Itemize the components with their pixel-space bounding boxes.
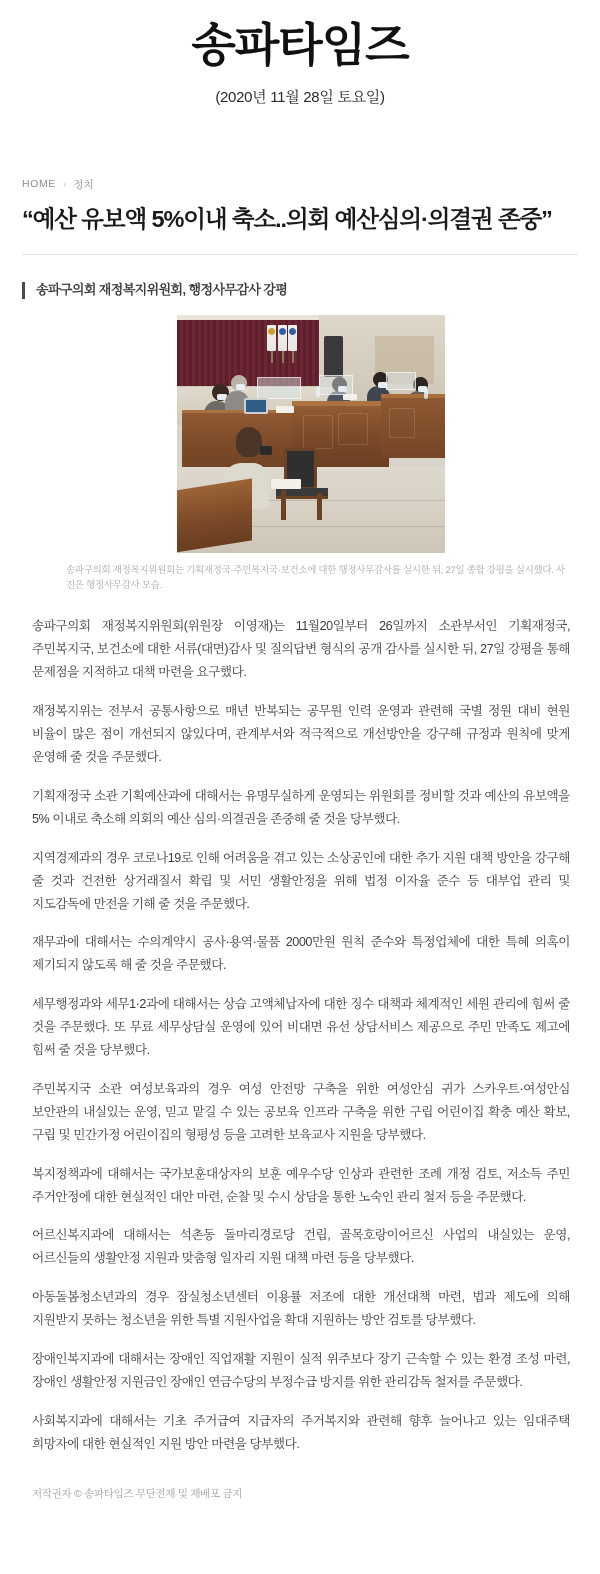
- photo-acrylic-shield-1: [257, 377, 301, 399]
- breadcrumb-item-home[interactable]: HOME: [22, 178, 56, 191]
- photo-flag-2: [278, 325, 287, 351]
- copyright-notice: 저작권자 © 송파타임즈 무단전재 및 재배포 금지: [32, 1487, 243, 1500]
- accent-bar: [22, 282, 25, 299]
- photo-desk-panel-1: [303, 415, 333, 449]
- article-paragraph: 지역경제과의 경우 코로나19로 인해 어려움을 겪고 있는 소상공인에 대한 추가 지원 대책 방안을 강구해 줄 것과 건전한 상거래질서 확립 및 서민 생활안정을 위해 법정 이자율 준수 등 대부업 관리 및 지도감독에 만전을 기해 줄 것을 주문했다.: [32, 850, 570, 911]
- photo-flag-3: [288, 325, 297, 351]
- article-footer: [22, 1486, 578, 1523]
- article-paragraphs: [22, 615, 578, 1455]
- photo-monitor: [244, 398, 268, 414]
- site-masthead: [0, 0, 600, 107]
- article-paragraph: 송파구의회 재정복지위원회(위원장 이영재)는 11월20일부터 26일까지 소관부서인 기획재정국, 주민복지국, 보건소에 대한 서류(대면)감사 및 질의답변 형식의 공개 감사를 실시한 뒤, 27일 강평을 통해 문제점을 지적하고 대책 마련을 요구했다.: [32, 619, 570, 680]
- article-paragraph: 세무행정과와 세무1·2과에 대해서는 상습 고액체납자에 대한 징수 대책과 체계적인 세원 관리에 힘써 줄 것을 주문했다. 또 무료 세무상담실 운영에 있어 비대면 유선 상담서비스 제공으로 주민 만족도 제고에 힘써 줄 것을 당부했다.: [32, 997, 570, 1058]
- article-paragraph: 장애인복지과에 대해서는 장애인 직업재활 지원이 실적 위주보다 장기 근속할 수 있는 환경 조성 마련, 장애인 생활안정 지원금인 장애인 연금수당의 부정수급 방지를 위한 관리감독 철저를 주문했다.: [32, 1352, 570, 1389]
- photo-mask-2: [236, 384, 245, 390]
- article-body: [0, 177, 600, 1523]
- subheading-text: 송파구의회 재정복지위원회, 행정사무감사 강평: [36, 282, 288, 298]
- article-paragraph: 사회복지과에 대해서는 기초 주거급여 지급자의 주거복지와 관련해 향후 늘어나고 있는 임대주택 희망자에 대한 현실적인 지원 방안 마련을 당부했다.: [32, 1413, 570, 1451]
- photo-paper-2: [343, 394, 357, 400]
- photo-desk-panel-2: [338, 413, 368, 445]
- chevron-right-icon: ›: [62, 178, 67, 190]
- photo-flag-1: [267, 325, 276, 351]
- photo-foreground-desk: [177, 478, 252, 553]
- photo-speaker: [324, 336, 343, 376]
- photo-desk-panel-3: [389, 408, 415, 438]
- article-paragraph: 아동돌봄청소년과의 경우 잠실청소년센터 이용률 저조에 대한 개선대책 마련, 법과 제도에 의해 지원받지 못하는 청소년을 위한 특별 지원사업을 확대 지원하는 방안 검토를 당부했다.: [32, 1290, 570, 1328]
- article-figure: [22, 315, 578, 593]
- photo-acrylic-shield-3: [386, 372, 416, 390]
- article-paragraph: 복지정책과에 대해서는 국가보훈대상자의 보훈 예우수당 인상과 관련한 조례 개정 검토, 저소득 주민 주거안정에 대한 현실적인 대안 마련, 순찰 및 수시 상담을 통한 노숙인 관리 철저 등을 주문했다.: [32, 1166, 570, 1204]
- photo-acrylic-shield-2: [319, 375, 353, 395]
- publication-date: (2020년 11월 28일 토요일): [215, 88, 385, 106]
- page-title: “예산 유보액 5%이내 축소..의회 예산심의·의결권 존중”: [22, 205, 552, 232]
- breadcrumb: [22, 177, 578, 192]
- photo-bottle-2: [424, 389, 428, 399]
- article-paragraph: 재무과에 대해서는 수의계약시 공사·용역·물품 2000만원 원칙 준수와 특정업체에 대한 특혜 의혹이 제기되지 않도록 해 줄 것을 주문했다.: [32, 935, 570, 973]
- article-paragraph: 기획재정국 소관 기획예산과에 대해서는 유명무실하게 운영되는 위원회를 정비할 것과 예산의 유보액을 5% 이내로 축소해 의회의 예산 심의·의결권을 존중해 줄 것을 당부했다.: [32, 788, 570, 826]
- photo-foreground-person-head: [236, 427, 262, 457]
- article-paragraph: 주민복지국 소관 여성보육과의 경우 여성 안전망 구축을 위한 여성안심 귀가 스카우트·여성안심 보안관의 내실있는 운영, 믿고 맡길 수 있는 공보육 인프라 구축을 위한 구립 어린이집 확충 예산 확보, 구립 및 민간가정 어린이집의 형평성 등을 고려한 보육교사 지원을 당부했다.: [32, 1081, 570, 1142]
- photo-chair-leg-1: [281, 490, 286, 520]
- masthead-spacer: [0, 107, 600, 177]
- photo-chair-leg-2: [317, 493, 322, 520]
- article-photo[interactable]: [177, 315, 445, 553]
- breadcrumb-item-section[interactable]: 정치: [73, 178, 94, 191]
- photo-foreground-mask: [260, 446, 272, 455]
- photo-foreground-paper: [271, 479, 301, 489]
- headline-divider: [22, 254, 578, 255]
- article-subheading: [22, 281, 578, 299]
- figure-caption: 송파구의회 재정복지위원회는 기획재정국·주민복지국·보건소에 대한 행정사무감사를 실시한 뒤, 27일 종합 강평을 실시했다. 사진은 행정사무감사 모습.: [66, 565, 565, 592]
- article-paragraph: 어르신복지과에 대해서는 석촌동 돌마리경로당 건립, 골목호랑이어르신 사업의 내실있는 운영, 어르신들의 생활안정 지원과 맞춤형 일자리 지원 대책 마련 등을 당부했다.: [32, 1228, 570, 1266]
- photo-bottle-1: [316, 386, 320, 397]
- photo-paper-1: [276, 406, 294, 413]
- article-paragraph: 재정복지위는 전부서 공통사항으로 매년 반복되는 공무원 인력 운영과 관련해 국별 정원 대비 현원 비율이 많은 점이 개선되지 않있다며, 관계부서와 적극적으로 개선방안을 강구해 규정과 원칙에 맞게 운영해 줄 것을 주문했다.: [32, 704, 570, 764]
- site-title[interactable]: 송파타임즈: [191, 19, 409, 71]
